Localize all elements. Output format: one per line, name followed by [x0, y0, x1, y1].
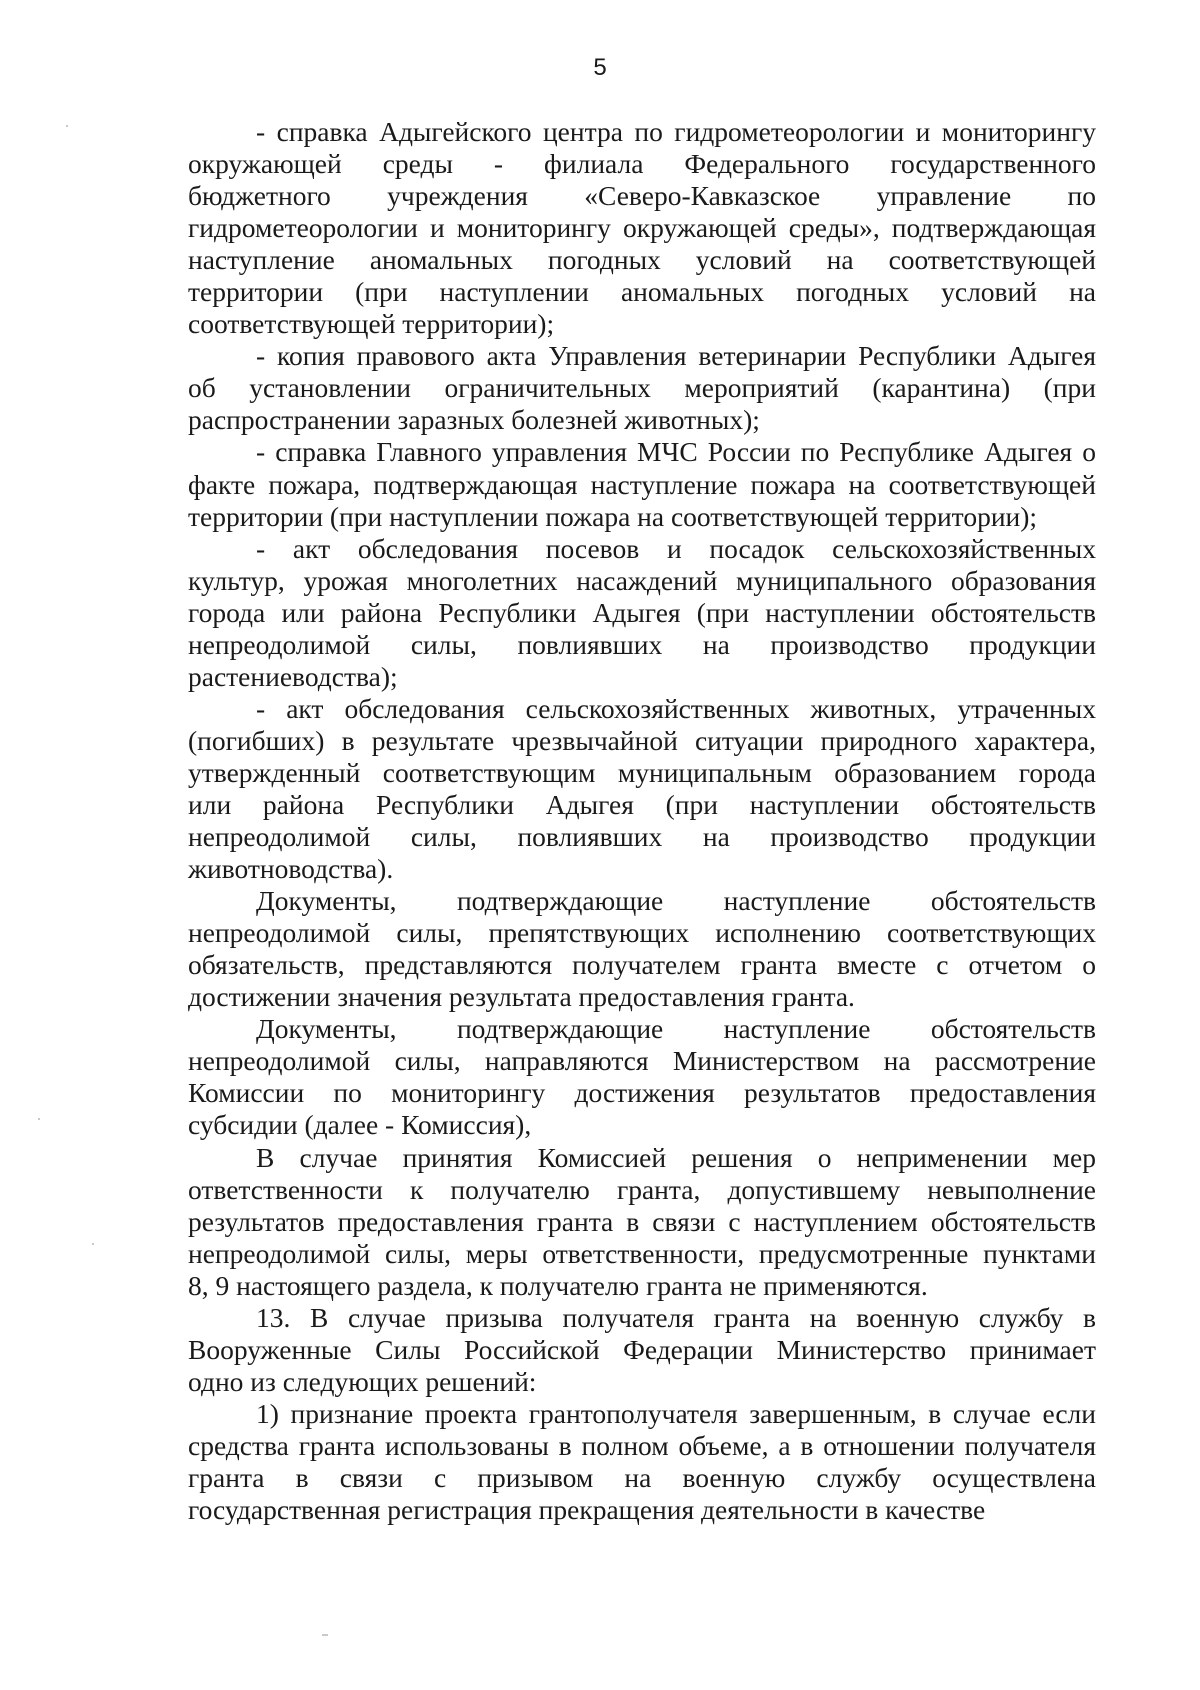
text-line: наступление аномальных погодных условий на соответствующей — [188, 244, 1096, 276]
text-line: обязательств, представляются получателем гранта вместе с отчетом о — [188, 949, 1096, 981]
text-line: ответственности к получателю гранта, допустившему невыполнение — [188, 1173, 1096, 1205]
text-line: - акт обследования посевов и посадок сельскохозяйственных — [256, 532, 1096, 564]
text-line: государственная регистрация прекращения деятельности в качестве — [188, 1494, 986, 1526]
paragraph — [188, 885, 1096, 1013]
text-line: бюджетного учреждения «Северо-Кавказское управление по — [188, 180, 1096, 212]
text-line: непреодолимой силы, препятствующих исполнению соответствующих — [188, 917, 1096, 949]
text-line: утвержденный соответствующим муниципальным образованием города — [188, 756, 1096, 788]
text-line: растениеводства); — [188, 660, 398, 692]
text-line: непреодолимой силы, меры ответственности, предусмотренные пунктами — [188, 1237, 1096, 1269]
text-line: окружающей среды - филиала Федерального государственного — [188, 148, 1096, 180]
paragraph — [188, 533, 1096, 693]
paragraph — [188, 693, 1096, 885]
text-line: гранта в связи с призывом на военную службу осуществлена — [188, 1461, 1096, 1493]
text-line: В случае принятия Комиссией решения о неприменении мер — [256, 1141, 1096, 1173]
text-line: распространении заразных болезней животных); — [188, 404, 760, 436]
text-line: или района Республики Адыгея (при наступлении обстоятельств — [188, 788, 1096, 820]
paragraph — [188, 1398, 1096, 1526]
scan-speck — [38, 1118, 40, 1120]
text-line: Документы, подтверждающие наступление обстоятельств — [256, 1013, 1096, 1045]
paragraph — [188, 1013, 1096, 1141]
text-line: субсидии (далее - Комиссия), — [188, 1109, 532, 1141]
paragraph — [188, 436, 1096, 532]
text-line: - копия правового акта Управления ветеринарии Республики Адыгея — [256, 340, 1096, 372]
text-line: (погибших) в результате чрезвычайной ситуации природного характера, — [188, 724, 1096, 756]
document-body — [188, 116, 1096, 1526]
scan-speck — [92, 1243, 94, 1245]
page-number: 5 — [593, 54, 607, 81]
text-line: Вооруженные Силы Российской Федерации Министерство принимает — [188, 1333, 1096, 1365]
text-line: города или района Республики Адыгея (при наступлении обстоятельств — [188, 596, 1096, 628]
text-line: Документы, подтверждающие наступление обстоятельств — [256, 885, 1096, 917]
text-line: территории (при наступлении аномальных погодных условий на — [188, 276, 1096, 308]
scan-speck — [322, 1634, 328, 1636]
scan-speck — [66, 125, 68, 127]
text-line: - справка Главного управления МЧС России по Республике Адыгея о — [256, 436, 1096, 468]
text-line: средства гранта использованы в полном объеме, а в отношении получателя — [188, 1429, 1096, 1461]
text-line: одно из следующих решений: — [188, 1365, 537, 1397]
text-line: непреодолимой силы, направляются Министерством на рассмотрение — [188, 1045, 1096, 1077]
paragraph — [188, 1302, 1096, 1398]
text-line: непреодолимой силы, повлиявших на производство продукции — [188, 821, 1096, 853]
paragraph — [188, 116, 1096, 340]
text-line: соответствующей территории); — [188, 308, 555, 340]
text-line: факте пожара, подтверждающая наступление пожара на соответствующей — [188, 468, 1096, 500]
text-line: 1) признание проекта грантополучателя завершенным, в случае если — [256, 1397, 1096, 1429]
paragraph — [188, 1142, 1096, 1302]
text-line: - акт обследования сельскохозяйственных животных, утраченных — [256, 692, 1096, 724]
text-line: непреодолимой силы, повлиявших на производство продукции — [188, 628, 1096, 660]
text-line: достижении значения результата предоставления гранта. — [188, 981, 855, 1013]
paragraph — [188, 340, 1096, 436]
text-line: 13. В случае призыва получателя гранта на военную службу в — [256, 1301, 1096, 1333]
text-line: животноводства). — [188, 853, 394, 885]
text-line: территории (при наступлении пожара на соответствующей территории); — [188, 500, 1038, 532]
text-line: Комиссии по мониторингу достижения результатов предоставления — [188, 1077, 1096, 1109]
text-line: гидрометеорологии и мониторингу окружающей среды», подтверждающая — [188, 212, 1096, 244]
text-line: об установлении ограничительных мероприятий (карантина) (при — [188, 372, 1096, 404]
text-line: 8, 9 настоящего раздела, к получателю гранта не применяются. — [188, 1269, 928, 1301]
text-line: результатов предоставления гранта в связи с наступлением обстоятельств — [188, 1205, 1096, 1237]
text-line: культур, урожая многолетних насаждений муниципального образования — [188, 564, 1096, 596]
text-line: - справка Адыгейского центра по гидрометеорологии и мониторингу — [256, 116, 1096, 147]
